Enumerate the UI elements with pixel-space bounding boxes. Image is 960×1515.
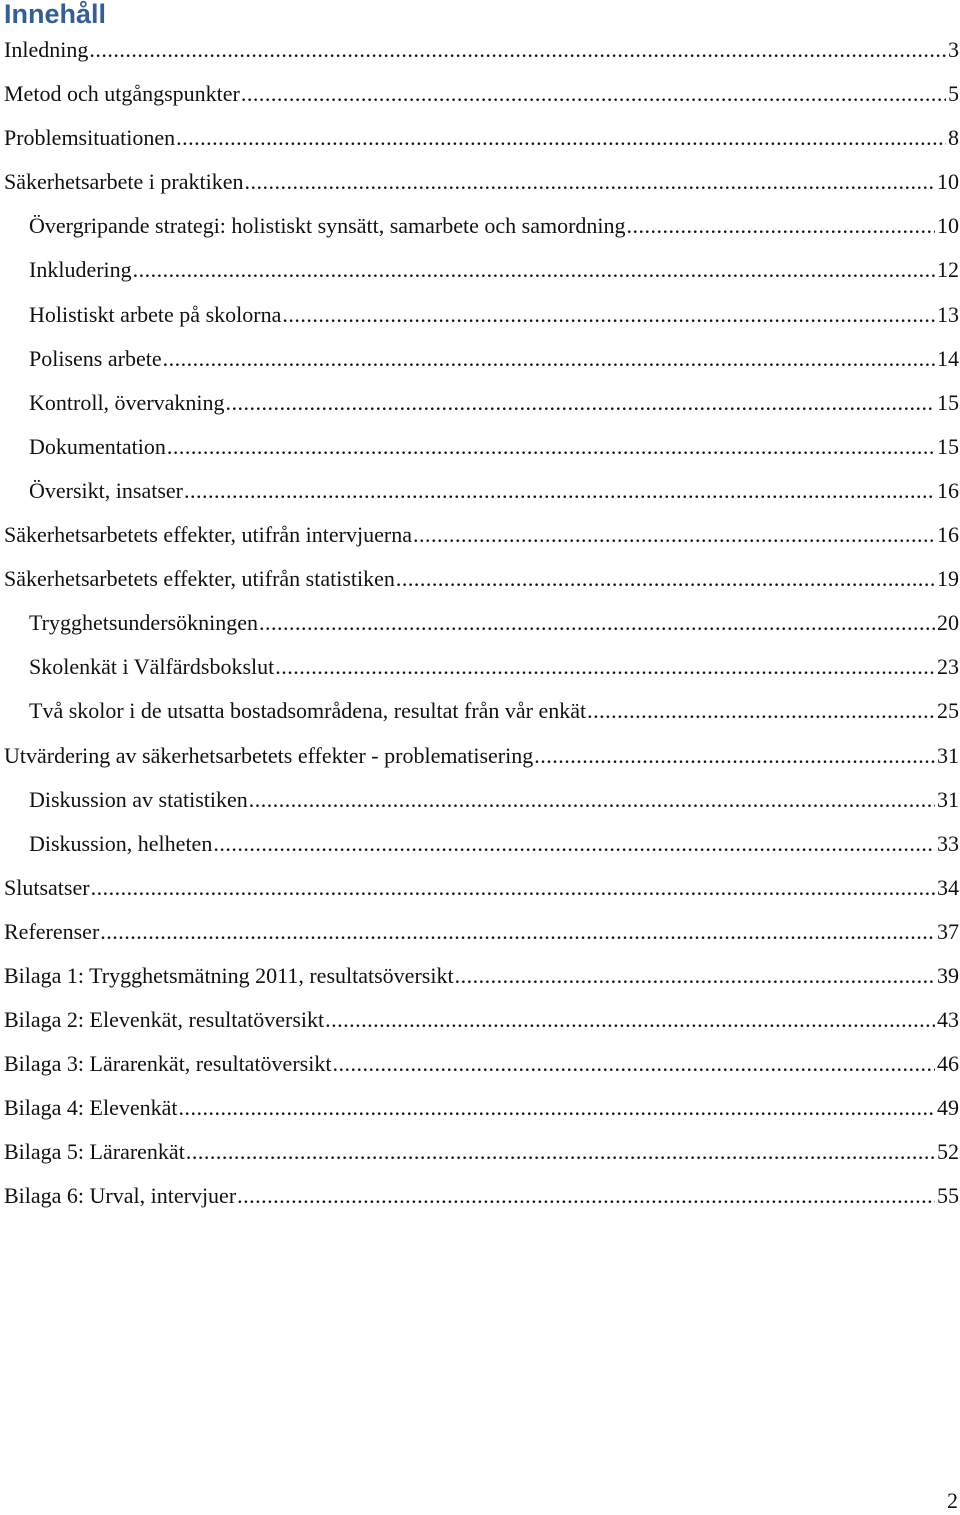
dot-leader: [167, 425, 935, 469]
toc-entry-title[interactable]: Bilaga 6: Urval, intervjuer: [4, 1183, 237, 1209]
toc-entry-title[interactable]: Inledning: [4, 37, 89, 62]
toc-entry[interactable]: [0, 293, 960, 337]
toc-entry[interactable]: [0, 866, 960, 910]
toc-entry[interactable]: [0, 954, 960, 998]
toc-entry-title[interactable]: Bilaga 1: Trygghetsmätning 2011, resultatsöversikt: [4, 962, 454, 988]
toc-entry[interactable]: [0, 689, 960, 733]
dot-leader: [332, 1042, 935, 1086]
dot-leader: [89, 28, 946, 72]
dot-leader: [133, 248, 935, 292]
toc-entry[interactable]: [0, 337, 960, 381]
toc-entry[interactable]: [0, 645, 960, 689]
toc-entry-page[interactable]: 16: [937, 477, 959, 503]
toc-entry-page[interactable]: 55: [937, 1183, 959, 1209]
page-number: 2: [947, 1488, 958, 1513]
dot-leader: [237, 1174, 935, 1218]
toc-entry-page[interactable]: 5: [948, 81, 959, 107]
toc-entry-page[interactable]: 10: [937, 213, 959, 239]
toc-entry-title[interactable]: Bilaga 4: Elevenkät: [4, 1095, 178, 1121]
toc-entry[interactable]: [0, 28, 960, 72]
toc-entry[interactable]: [0, 778, 960, 822]
toc-entry-title[interactable]: Slutsatser: [4, 874, 90, 900]
toc-heading: Innehåll: [4, 0, 107, 29]
toc-entry-page[interactable]: 39: [937, 962, 959, 988]
toc-entry-title[interactable]: Holistiskt arbete på skolorna: [29, 301, 282, 327]
toc-entry-title[interactable]: Två skolor i de utsatta bostadsområdena, resultat från vår enkät: [29, 698, 587, 724]
dot-leader: [100, 910, 935, 954]
dot-leader: [587, 689, 935, 733]
toc-entry[interactable]: [0, 822, 960, 866]
toc-entry[interactable]: [0, 513, 960, 557]
toc-entry-page[interactable]: 37: [937, 918, 959, 944]
toc-entry[interactable]: [0, 557, 960, 601]
toc-entry-page[interactable]: 52: [937, 1139, 959, 1165]
toc-entry-page[interactable]: 8: [948, 125, 959, 151]
toc-entry-title[interactable]: Skolenkät i Välfärdsbokslut: [29, 654, 275, 680]
dot-leader: [241, 72, 946, 116]
dot-leader: [259, 601, 935, 645]
toc-entry[interactable]: [0, 910, 960, 954]
toc-entry-title[interactable]: Diskussion, helheten: [29, 830, 213, 856]
toc-entry[interactable]: [0, 160, 960, 204]
toc-entry-title[interactable]: Övergripande strategi: holistiskt synsätt, samarbete och samordning: [29, 213, 626, 239]
toc-entry[interactable]: [0, 425, 960, 469]
toc-entry-title[interactable]: Översikt, insatser: [29, 477, 183, 503]
dot-leader: [282, 293, 935, 337]
toc-entry-page[interactable]: 12: [937, 257, 959, 283]
toc-entry-page[interactable]: 20: [937, 610, 959, 636]
toc-entry[interactable]: [0, 469, 960, 513]
toc-entry[interactable]: [0, 248, 960, 292]
toc-entry[interactable]: [0, 381, 960, 425]
toc-entry-page[interactable]: 49: [937, 1095, 959, 1121]
dot-leader: [226, 381, 935, 425]
toc-entry-page[interactable]: 34: [937, 874, 959, 900]
toc-entry-page[interactable]: 10: [937, 169, 959, 195]
dot-leader: [534, 734, 935, 778]
toc-entry-title[interactable]: Trygghetsundersökningen: [29, 610, 258, 636]
toc-entry-page[interactable]: 15: [937, 389, 959, 415]
dot-leader: [455, 954, 935, 998]
toc-entry-page[interactable]: 43: [937, 1007, 959, 1033]
table-of-contents: [0, 28, 960, 1219]
toc-entry-page[interactable]: 33: [937, 830, 959, 856]
toc-entry-title[interactable]: Säkerhetsarbete i praktiken: [4, 169, 244, 195]
toc-entry-page[interactable]: 15: [937, 433, 959, 459]
toc-entry-page[interactable]: 31: [937, 786, 959, 812]
dot-leader: [249, 778, 935, 822]
toc-entry[interactable]: [0, 601, 960, 645]
toc-entry-page[interactable]: 19: [937, 566, 959, 592]
toc-entry[interactable]: [0, 1086, 960, 1130]
toc-entry-title[interactable]: Kontroll, övervakning: [29, 389, 225, 415]
toc-entry-page[interactable]: 14: [937, 345, 959, 371]
toc-entry-page[interactable]: 23: [937, 654, 959, 680]
dot-leader: [176, 116, 946, 160]
toc-entry-title[interactable]: Säkerhetsarbetets effekter, utifrån statistiken: [4, 566, 395, 592]
toc-entry-title[interactable]: Polisens arbete: [29, 345, 162, 371]
toc-entry-title[interactable]: Inkludering: [29, 257, 132, 283]
toc-entry[interactable]: [0, 1174, 960, 1218]
toc-entry-page[interactable]: 16: [937, 522, 959, 548]
toc-entry[interactable]: [0, 998, 960, 1042]
toc-entry[interactable]: [0, 734, 960, 778]
toc-entry-title[interactable]: Diskussion av statistiken: [29, 786, 248, 812]
toc-entry-page[interactable]: 25: [937, 698, 959, 724]
toc-entry[interactable]: [0, 1042, 960, 1086]
dot-leader: [244, 160, 935, 204]
dot-leader: [179, 1086, 936, 1130]
dot-leader: [275, 645, 935, 689]
toc-entry[interactable]: [0, 116, 960, 160]
dot-leader: [163, 337, 935, 381]
toc-entry-page[interactable]: 31: [937, 742, 959, 768]
dot-leader: [186, 1130, 935, 1174]
dot-leader: [627, 204, 935, 248]
toc-entry-page[interactable]: 13: [937, 301, 959, 327]
toc-entry-title[interactable]: Referenser: [4, 918, 100, 944]
toc-entry-title[interactable]: Metod och utgångspunkter: [4, 81, 240, 107]
toc-entry-title[interactable]: Problemsituationen: [4, 125, 176, 151]
dot-leader: [91, 866, 935, 910]
dot-leader: [325, 998, 935, 1042]
toc-entry[interactable]: [0, 1130, 960, 1174]
dot-leader: [396, 557, 935, 601]
toc-entry-page[interactable]: 3: [948, 37, 959, 62]
toc-entry-title[interactable]: Utvärdering av säkerhetsarbetets effekter - problematisering: [4, 742, 534, 768]
toc-entry-title[interactable]: Bilaga 3: Lärarenkät, resultatöversikt: [4, 1051, 332, 1077]
toc-entry-title[interactable]: Säkerhetsarbetets effekter, utifrån intervjuerna: [4, 522, 412, 548]
toc-entry-title[interactable]: Dokumentation: [29, 433, 166, 459]
dot-leader: [184, 469, 935, 513]
toc-entry[interactable]: [0, 72, 960, 116]
toc-entry-page[interactable]: 46: [937, 1051, 959, 1077]
dot-leader: [413, 513, 935, 557]
toc-entry[interactable]: [0, 204, 960, 248]
toc-entry-title[interactable]: Bilaga 2: Elevenkät, resultatöversikt: [4, 1007, 325, 1033]
toc-entry-title[interactable]: Bilaga 5: Lärarenkät: [4, 1139, 185, 1165]
dot-leader: [213, 822, 935, 866]
